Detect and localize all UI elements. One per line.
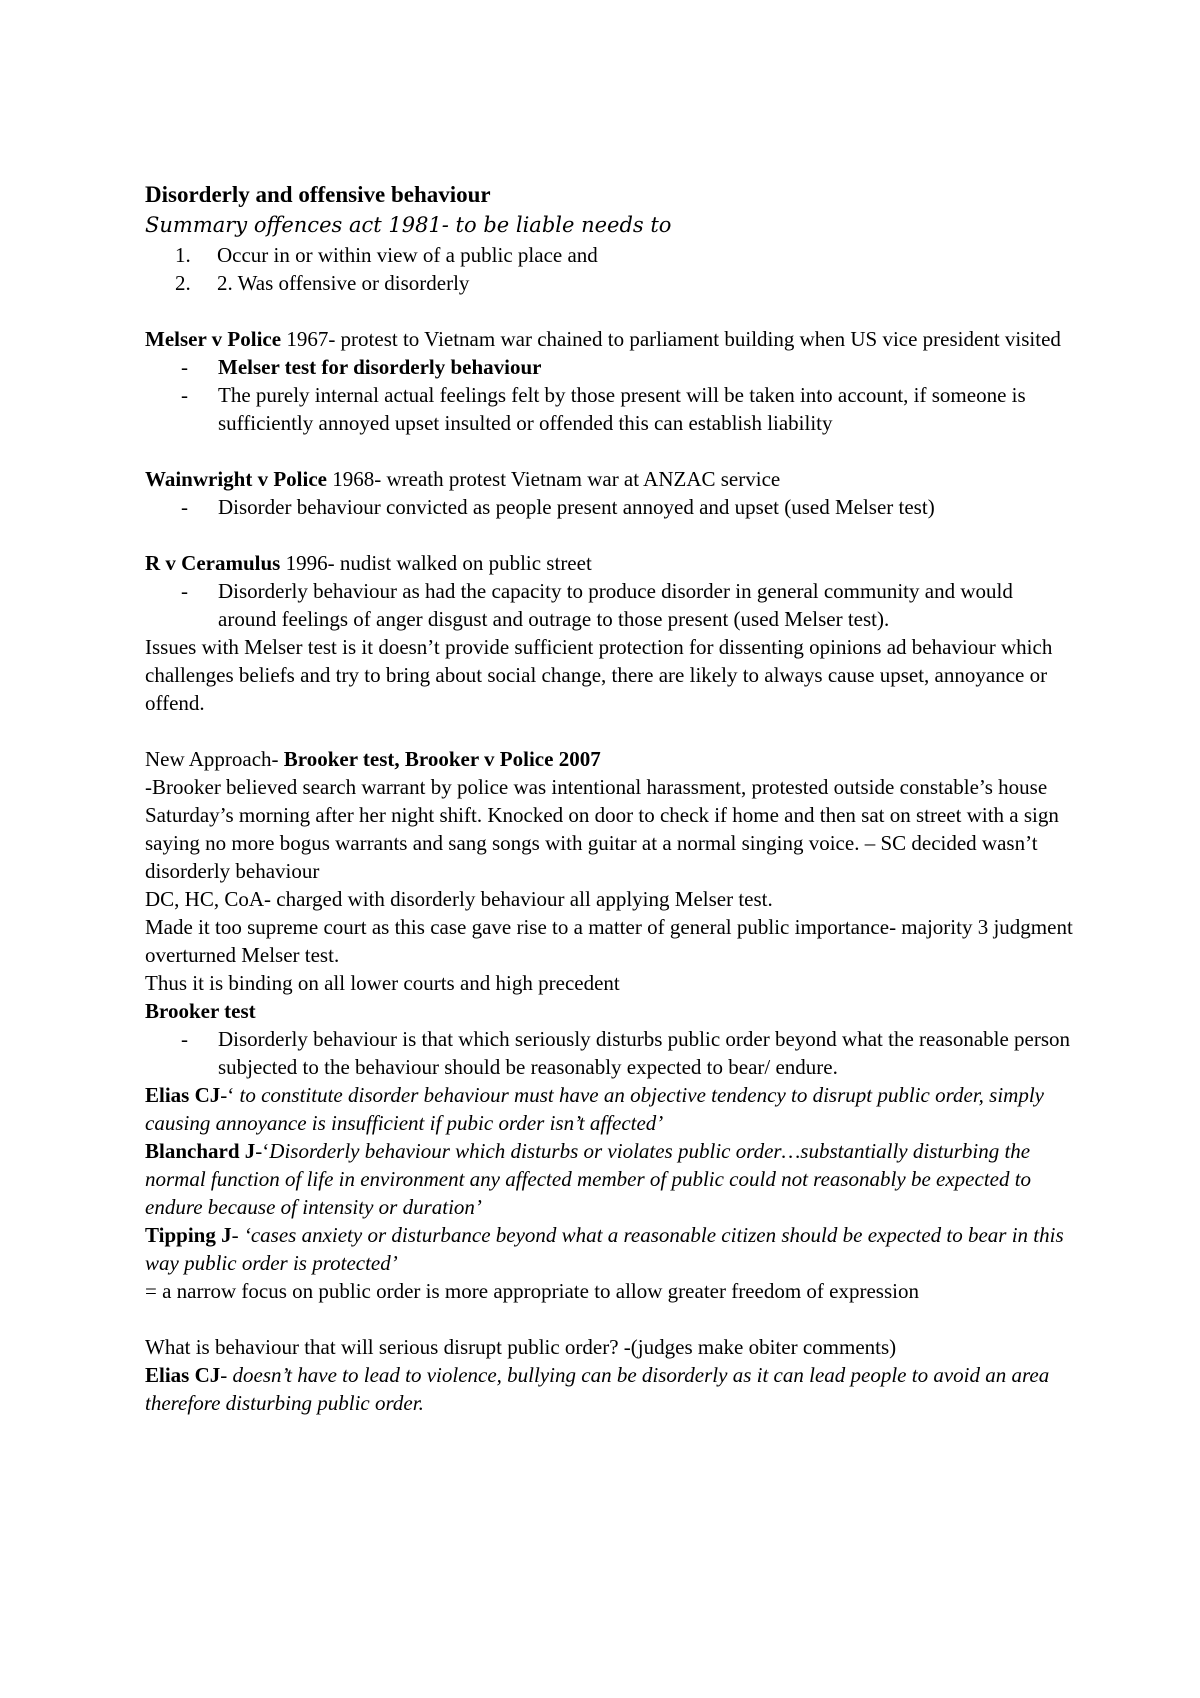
list-item: 2. 2. Was offensive or disorderly <box>175 271 470 295</box>
list-item: - The purely internal actual feelings felt by those present will be taken into account, if someone is sufficiently annoyed upset insulted or offended this can establish liability <box>181 383 1026 435</box>
melser-points <box>145 353 1075 437</box>
list-item: - Disorderly behaviour as had the capacity to produce disorder in general community and would around feelings of anger disgust and outrage to those present (used Melser test). <box>181 579 1013 631</box>
question: What is behaviour that will serious disrupt public order? -(judges make obiter comments) <box>145 1335 897 1359</box>
document-page <box>145 180 1075 1417</box>
document-title: Disorderly and offensive behaviour <box>145 182 491 207</box>
case-ceramulus: R v Ceramulus 1996- nudist walked on public street <box>145 551 592 575</box>
conclusion: = a narrow focus on public order is more appropriate to allow greater freedom of expression <box>145 1279 919 1303</box>
list-item: - Disorder behaviour convicted as people present annoyed and upset (used Melser test) <box>181 495 935 519</box>
wainwright-points <box>145 493 1075 521</box>
case-wainwright: Wainwright v Police 1968- wreath protest Vietnam war at ANZAC service <box>145 467 781 491</box>
document-subtitle: Summary offences act 1981- to be liable needs to <box>145 213 672 237</box>
brooker-heading: New Approach- Brooker test, Brooker v Police 2007 <box>145 747 601 771</box>
melser-issues: Issues with Melser test is it doesn’t provide sufficient protection for dissenting opinions ad behaviour which challenges beliefs and try to bring about social change, there are likely to always cause upset, annoyance or offend. <box>145 635 1053 715</box>
list-item: - Melser test for disorderly behaviour <box>181 355 542 379</box>
brooker-test-points <box>145 1025 1075 1081</box>
judge-elias: Elias CJ-‘ to constitute disorder behaviour must have an objective tendency to disrupt public order, simply causing annoyance is insufficient if pubic order isn’t affected’ <box>145 1083 1044 1135</box>
case-melser: Melser v Police 1967- protest to Vietnam war chained to parliament building when US vice president visited <box>145 327 1061 351</box>
brooker-binding: Thus it is binding on all lower courts and high precedent <box>145 971 620 995</box>
brooker-supreme: Made it too supreme court as this case gave rise to a matter of general public importance- majority 3 judgment overturned Melser test. <box>145 915 1073 967</box>
list-item: 1. Occur in or within view of a public place and <box>175 243 598 267</box>
requirements-list <box>145 241 1075 297</box>
judge-tipping: Tipping J- ‘cases anxiety or disturbance beyond what a reasonable citizen should be expected to bear in this way public order is protected’ <box>145 1223 1064 1275</box>
brooker-lower-courts: DC, HC, CoA- charged with disorderly behaviour all applying Melser test. <box>145 887 773 911</box>
list-item: - Disorderly behaviour is that which seriously disturbs public order beyond what the reasonable person subjected to the behaviour should be reasonably expected to bear/ endure. <box>181 1027 1071 1079</box>
brooker-facts: -Brooker believed search warrant by police was intentional harassment, protested outside constable’s house Saturday’s morning after her night shift. Knocked on door to check if home and then sat on street with a sign saying no more bogus warrants and sang songs with guitar at a normal singing voice. – SC decided wasn’t disorderly behaviour <box>145 775 1059 883</box>
judge-blanchard: Blanchard J-‘Disorderly behaviour which disturbs or violates public order…substantially disturbing the normal function of life in environment any affected member of public could not reasonably be expected to endure because of intensity or duration’ <box>145 1139 1032 1219</box>
judge-elias-obiter: Elias CJ- doesn’t have to lead to violence, bullying can be disorderly as it can lead people to avoid an area therefore disturbing public order. <box>145 1363 1050 1415</box>
brooker-test-heading: Brooker test <box>145 999 256 1023</box>
ceramulus-points <box>145 577 1075 633</box>
